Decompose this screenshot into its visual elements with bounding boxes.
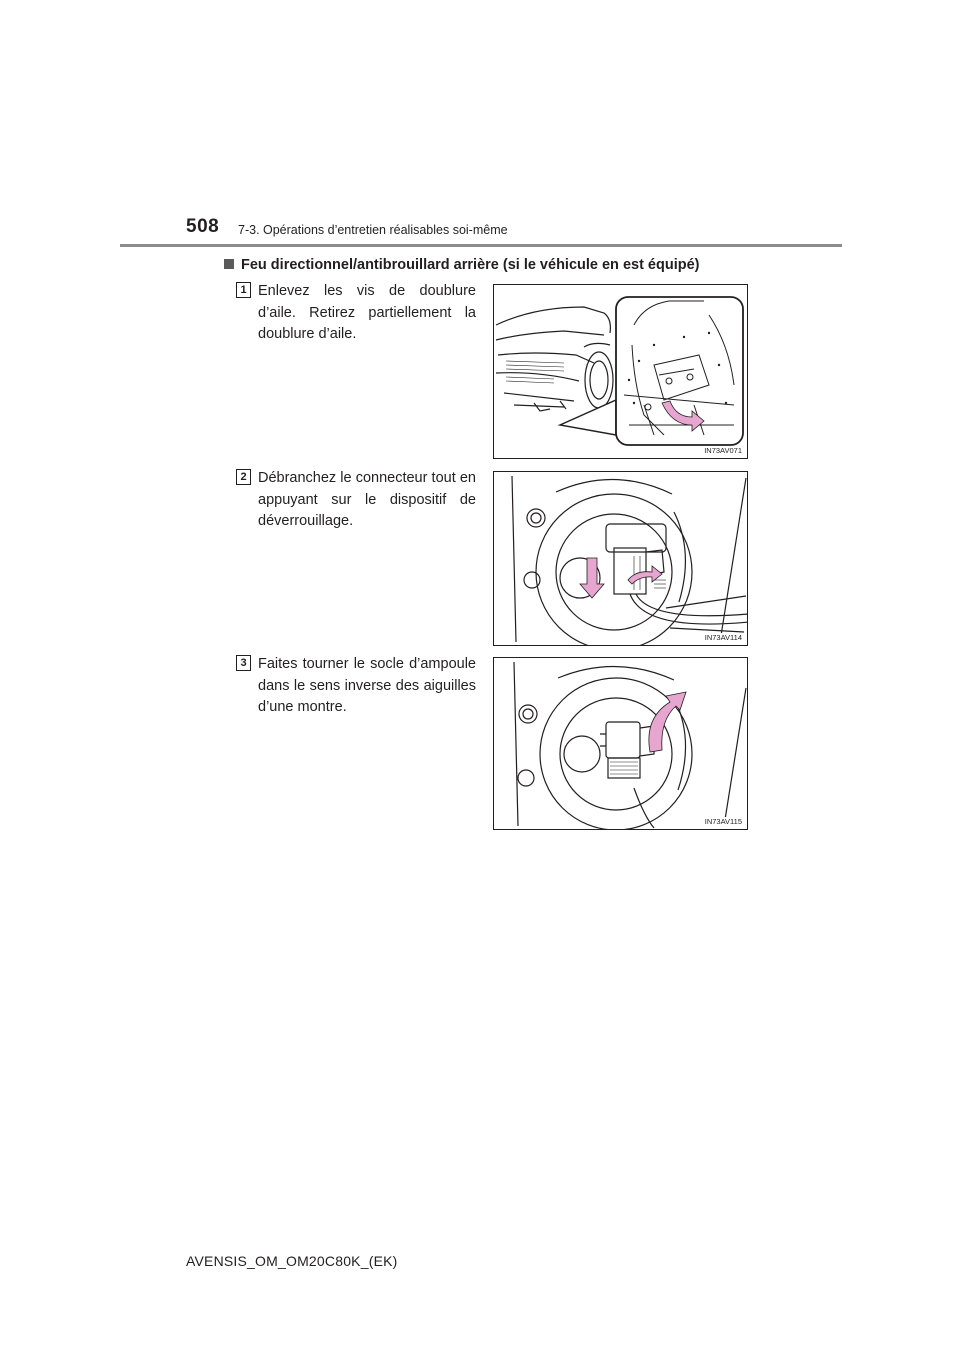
subheading xyxy=(224,257,700,273)
fender-liner-illustration xyxy=(494,285,748,459)
figure-code-3: IN73AV115 xyxy=(704,817,742,826)
bulb-socket-illustration xyxy=(494,658,748,830)
section-title: 7-3. Opérations d’entretien réalisables soi-même xyxy=(238,223,508,237)
step-number-2: 2 xyxy=(236,469,251,485)
figure-code-2: IN73AV114 xyxy=(704,633,742,642)
step-text-1: Enlevez les vis de doublure d’aile. Retirez partiellement la doublure d’aile. xyxy=(258,283,476,342)
square-bullet-icon xyxy=(224,259,234,269)
step-text-2: Débranchez le connecteur tout en appuyant sur le dispositif de déverrouillage. xyxy=(258,470,476,529)
step-number-1: 1 xyxy=(236,282,251,298)
page-number: 508 xyxy=(186,216,220,237)
figure-code-1: IN73AV071 xyxy=(704,446,742,455)
footer-document-code: AVENSIS_OM_OM20C80K_(EK) xyxy=(186,1253,398,1269)
subheading-text: Feu directionnel/antibrouillard arrière (si le véhicule en est équipé) xyxy=(241,257,700,273)
figure-2 xyxy=(493,471,748,646)
connector-illustration xyxy=(494,472,748,646)
header-rule xyxy=(120,244,842,247)
figure-3 xyxy=(493,657,748,830)
step-number-3: 3 xyxy=(236,655,251,671)
step-text-3: Faites tourner le socle d’ampoule dans le sens inverse des aiguilles d’une montre. xyxy=(258,656,476,715)
figure-1 xyxy=(493,284,748,459)
